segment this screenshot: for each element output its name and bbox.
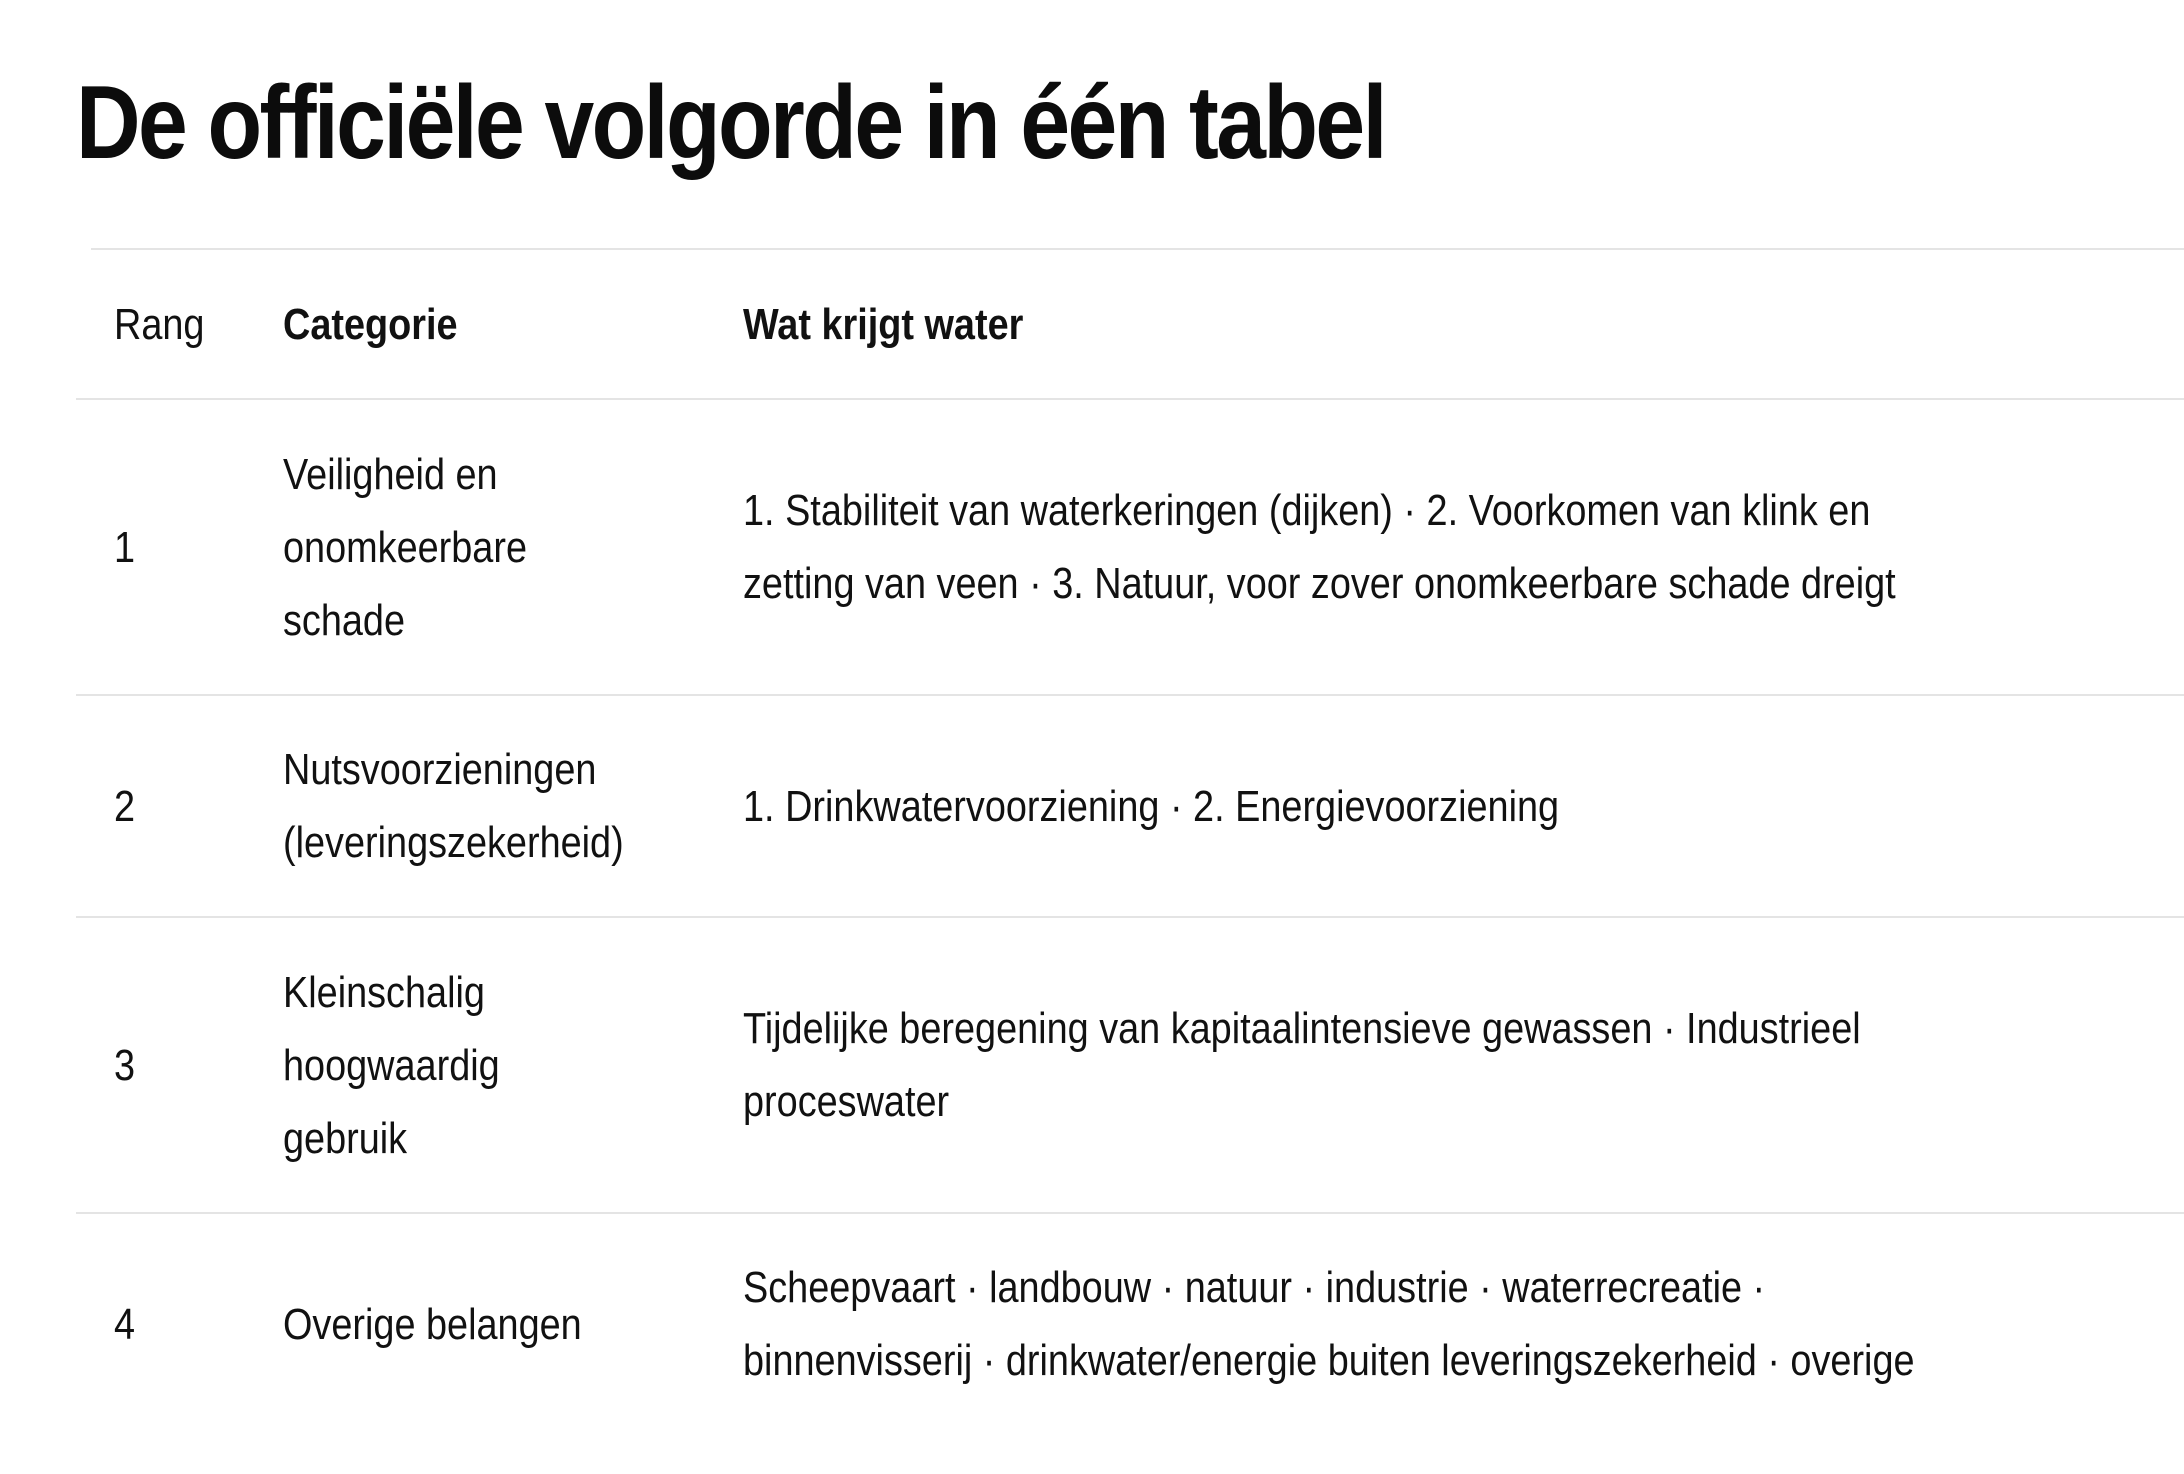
header-wat-krijgt-water: Wat krijgt water: [743, 299, 1024, 349]
page-title: De officiële volgorde in één tabel: [76, 65, 1385, 181]
table-row: [76, 1214, 2184, 1434]
categorie-cell: [283, 918, 803, 1212]
categorie-cell: [283, 696, 803, 916]
header-rang-cell: [114, 250, 264, 398]
categorie-cell: [283, 400, 803, 694]
header-water-cell: [743, 250, 2184, 398]
table-header-row: [76, 250, 2184, 400]
table-row: [76, 696, 2184, 918]
water-value: 1. Stabiliteit van waterkeringen (dijken) · 2. Voorkomen van klink en zetting van veen · 3. Natuur, voor zover onomkeerbare schade dreigt: [743, 486, 1896, 608]
rang-value: 4: [114, 1299, 136, 1349]
water-cell: [743, 1214, 2184, 1434]
water-value: Tijdelijke beregening van kapitaalintensieve gewassen · Industrieel proceswater: [743, 1004, 1861, 1126]
categorie-value: Veiligheid en onomkeerbare schade: [283, 449, 528, 645]
water-value: Scheepvaart · landbouw · natuur · industrie · waterrecreatie · binnenvisserij · drinkwater/energie buiten leveringszekerheid · overige: [743, 1263, 1915, 1385]
header-rang: Rang: [114, 299, 205, 349]
categorie-cell: [283, 1214, 803, 1434]
table-row: [76, 918, 2184, 1214]
rang-cell: [114, 400, 264, 694]
categorie-value: Nutsvoorzieningen (leveringszekerheid): [283, 745, 624, 867]
water-cell: [743, 918, 2184, 1212]
water-cell: [743, 696, 2184, 916]
categorie-value: Kleinschalig hoogwaardig gebruik: [283, 967, 500, 1163]
rang-value: 3: [114, 1040, 136, 1090]
rang-value: 2: [114, 781, 136, 831]
table-row: [76, 400, 2184, 696]
header-categorie: Categorie: [283, 299, 458, 349]
rang-value: 1: [114, 522, 136, 572]
rang-cell: [114, 918, 264, 1212]
water-cell: [743, 400, 2184, 694]
water-value: 1. Drinkwatervoorziening · 2. Energievoorziening: [743, 781, 1560, 831]
rang-cell: [114, 1214, 264, 1434]
header-categorie-cell: [283, 250, 803, 398]
categorie-value: Overige belangen: [283, 1299, 582, 1349]
rang-cell: [114, 696, 264, 916]
